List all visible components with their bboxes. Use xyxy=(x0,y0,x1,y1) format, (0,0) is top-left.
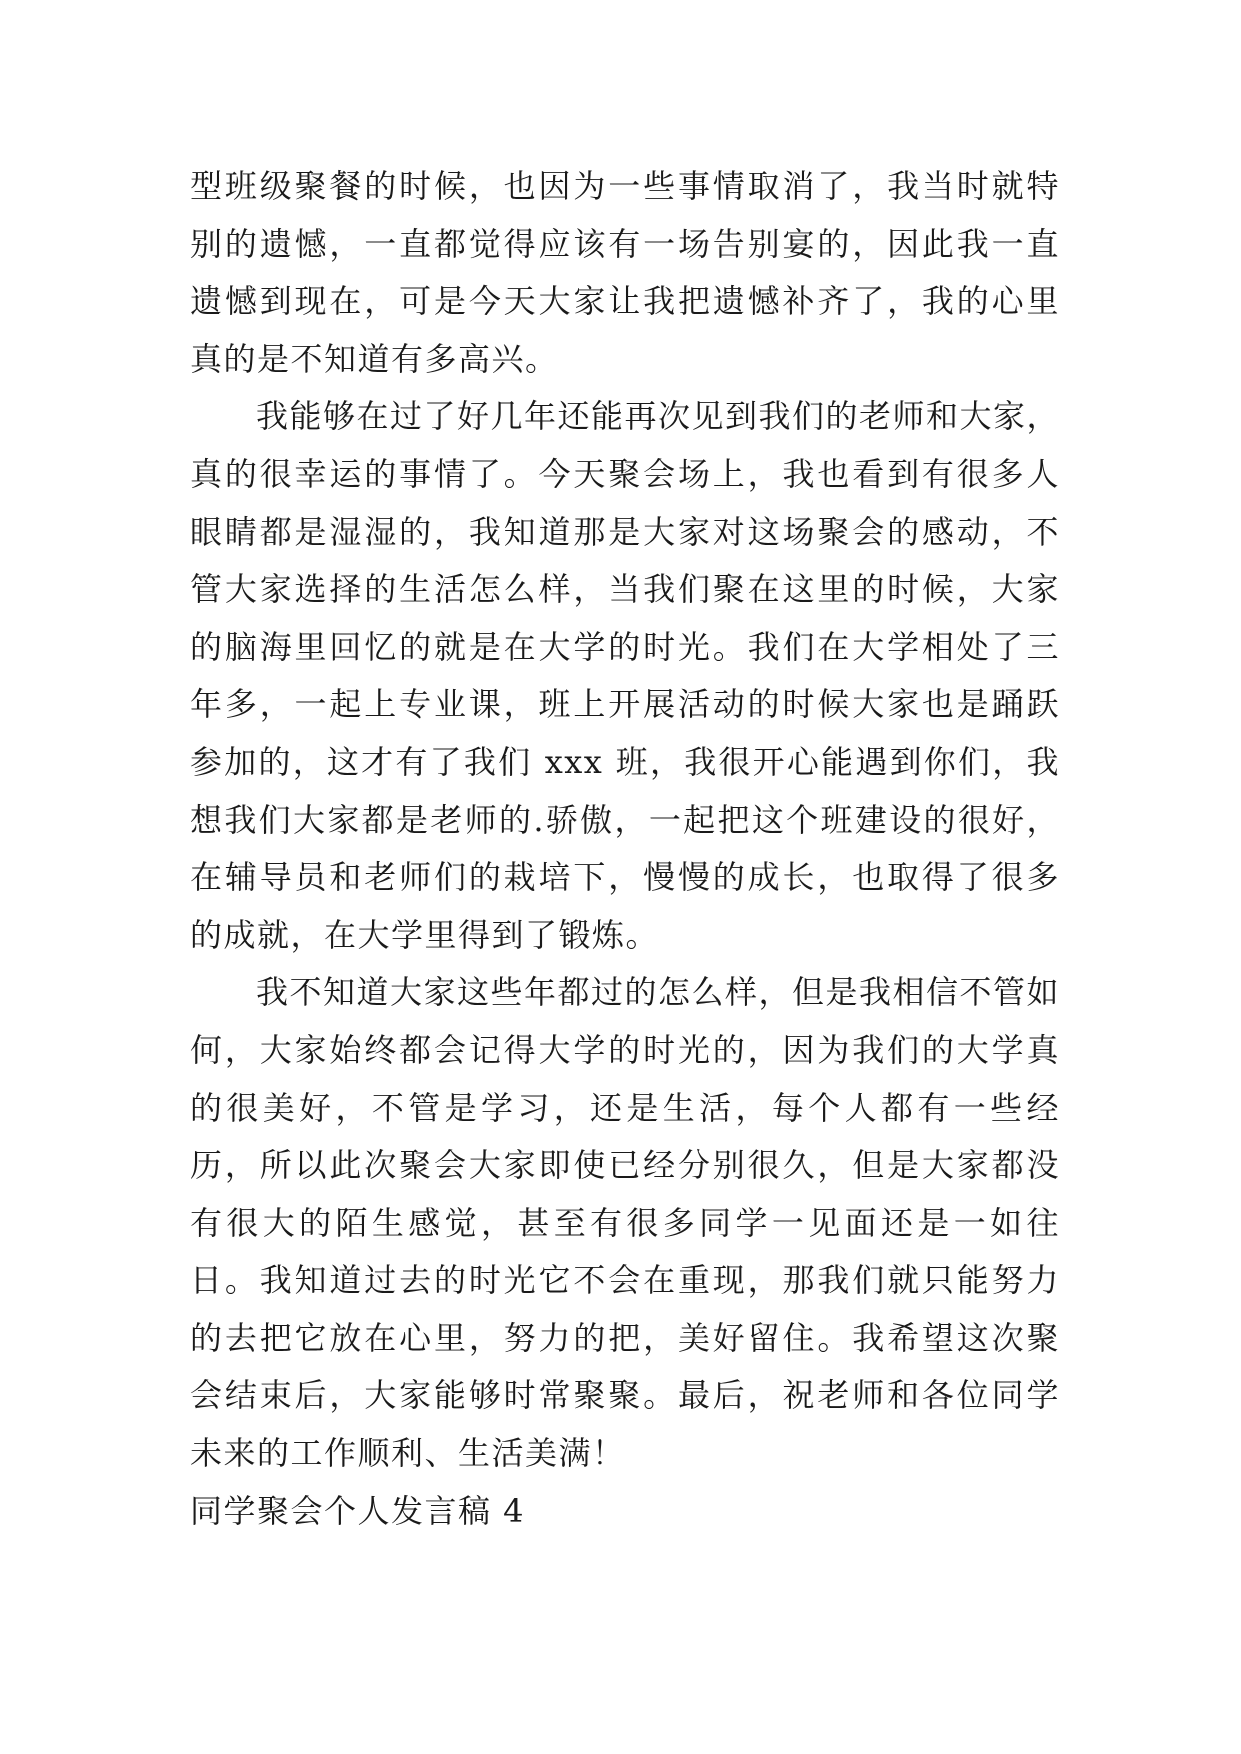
paragraph-1: 型班级聚餐的时候，也因为一些事情取消了，我当时就特别的遗憾，一直都觉得应该有一场告别宴的，因此我一直遗憾到现在，可是今天大家让我把遗憾补齐了，我的心里真的是不知道有多高兴。 xyxy=(190,167,1060,378)
paragraph-2: 我能够在过了好几年还能再次见到我们的老师和大家，真的很幸运的事情了。今天聚会场上，我也看到有很多人眼睛都是湿湿的，我知道那是大家对这场聚会的感动，不管大家选择的生活怎么样，当我们聚在这里的时候，大家的脑海里回忆的就是在大学的时光。我们在大学相处了三年多，一起上专业课，班上开展活动的时候大家也是踊跃参加的，这才有了我们 xxx 班，我很开心能遇到你们，我想我们大家都是老师的.骄傲，一起把这个班建设的很好，在辅导员和老师们的栽培下，慢慢的成长，也取得了很多的成就，在大学里得到了锻炼。 xyxy=(190,397,1061,954)
paragraph-3: 我不知道大家这些年都过的怎么样，但是我相信不管如何，大家始终都会记得大学的时光的，因为我们的大学真的很美好，不管是学习，还是生活，每个人都有一些经历，所以此次聚会大家即使已经分别很久，但是大家都没有很大的陌生感觉，甚至有很多同学一见面还是一如往日。我知道过去的时光它不会在重现，那我们就只能努力的去把它放在心里，努力的把，美好留住。我希望这次聚会结束后，大家能够时常聚聚。最后，祝老师和各位同学未来的工作顺利、生活美满！ xyxy=(190,973,1061,1473)
document-page xyxy=(190,158,1060,1540)
section-heading: 同学聚会个人发言稿 4 xyxy=(190,1491,526,1530)
